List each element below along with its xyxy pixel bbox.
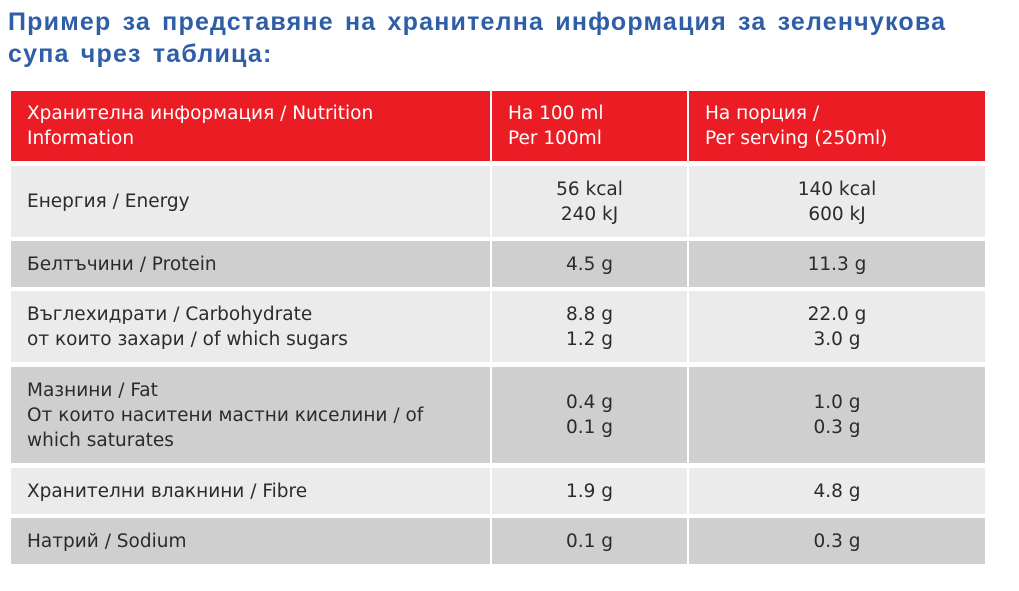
row-sodium-per100: 0.1 g bbox=[492, 518, 687, 564]
row-sodium-label: Натрий / Sodium bbox=[11, 518, 490, 564]
header-col2-line-1: На 100 ml bbox=[508, 103, 604, 124]
row-sodium-serving: 0.3 g bbox=[689, 518, 985, 564]
header-col3-line-1: На порция / bbox=[705, 103, 820, 124]
row-energy-per100: 56 kcal 240 kJ bbox=[492, 166, 687, 237]
row-fat-serving: 1.0 g 0.3 g bbox=[689, 367, 985, 463]
row-energy-serving: 140 kcal 600 kJ bbox=[689, 166, 985, 237]
row-energy-label: Енергия / Energy bbox=[11, 166, 490, 237]
page-title bbox=[8, 6, 1008, 70]
title-line-2: супа чрез таблица: bbox=[8, 40, 273, 68]
row-fibre-serving: 4.8 g bbox=[689, 468, 985, 514]
row-protein-per100: 4.5 g bbox=[492, 241, 687, 287]
header-col1-line-2: Information bbox=[27, 128, 135, 149]
row-fibre-label: Хранителни влакнини / Fibre bbox=[11, 468, 490, 514]
header-nutrition-info bbox=[11, 91, 490, 161]
header-col3-line-2: Per serving (250ml) bbox=[705, 128, 888, 149]
title-line-1: Пример за представяне на хранителна информация за зеленчукова bbox=[8, 8, 947, 36]
header-col1-line-1: Хранителна информация / Nutrition bbox=[27, 103, 374, 124]
row-carbohydrate-label: Въглехидрати / Carbohydrate от които захари / of which sugars bbox=[11, 291, 490, 362]
row-protein-serving: 11.3 g bbox=[689, 241, 985, 287]
row-protein-label: Белтъчини / Protein bbox=[11, 241, 490, 287]
row-fat-label: Мазнини / Fat От които наситени мастни киселини / of which saturates bbox=[11, 367, 490, 463]
header-per-100ml bbox=[492, 91, 687, 161]
row-carbohydrate-serving: 22.0 g 3.0 g bbox=[689, 291, 985, 362]
header-col2-line-2: Per 100ml bbox=[508, 128, 602, 149]
header-per-serving bbox=[689, 91, 985, 161]
row-fibre-per100: 1.9 g bbox=[492, 468, 687, 514]
row-carbohydrate-per100: 8.8 g 1.2 g bbox=[492, 291, 687, 362]
row-fat-per100: 0.4 g 0.1 g bbox=[492, 367, 687, 463]
